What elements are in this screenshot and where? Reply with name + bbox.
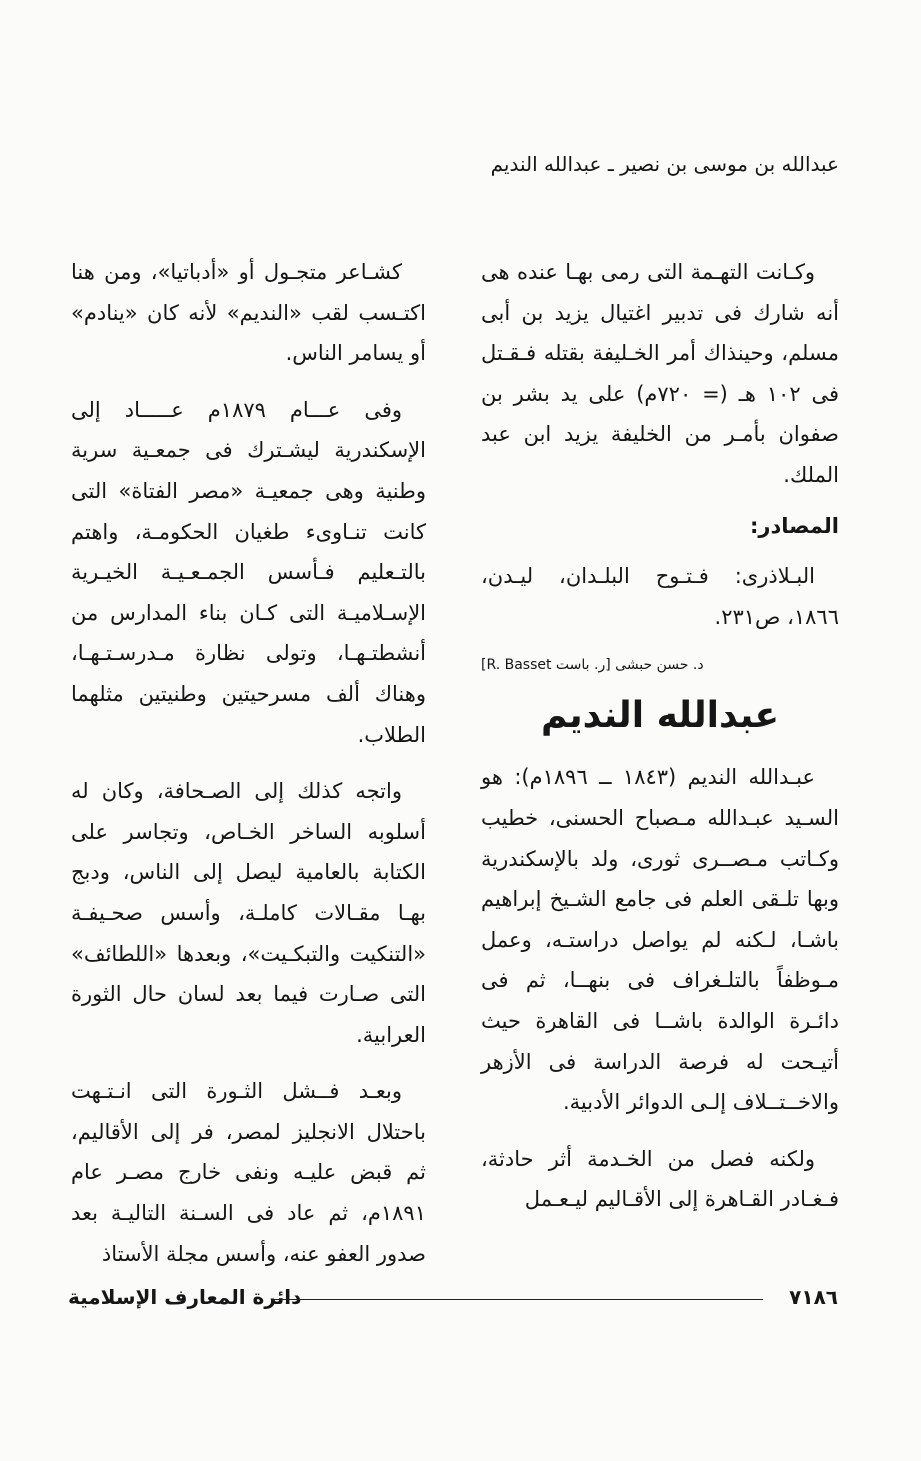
sources-item: البـلاذرى: فـتـوح البلـدان، ليـدن، ١٨٦٦، ص٢٣١. [481,564,839,629]
page-footer [68,1282,838,1312]
publication-title: دائرة المعارف الإسلامية [68,1285,302,1309]
left-column [71,252,426,1274]
running-header: عبدالله بن موسى بن نصير ـ عبدالله النديم [490,152,839,176]
left-paragraph-3: واتجه كذلك إلى الصـحافة، وكان له أسلوبه الساخر الخـاص، وتجاسر على الكتابة بالعامية ليصل إلى الناس، ودبج بهـا مقـالات كاملـة، وأسس صحـيفـة «التنكيت والتبكـيت»، وبعدها «اللطائف» التى صـارت فيما بعد لسان حال الثورة العرابية. [71,779,426,1047]
sources-heading: المصادر: [749,513,839,538]
page-number: ٧١٨٦ [789,1285,838,1309]
author-credit: د. حسن حبشى [ر. باست R. Basset] [481,657,704,674]
article-paragraph-2: ولكنه فصل من الخـدمة أثر حادثة، فـغـادر القـاهرة إلى الأقـاليم ليـعـمل [481,1146,839,1212]
intro-paragraph: وكـانت التهـمة التى رمى بهـا عنده هى أنه شارك فى تدبير اغتيال يزيد بن أبى مسلم، وحينذاك أمر الخـليفة بقتله فـقـتل فى ١٠٢ هـ (= ٧٢٠م) على يد بشر بن صفوان بأمـر من الخليفة يزيد ابن عبد الملك. [481,260,840,487]
left-paragraph-4: وبعـد فــشل الثـورة التى انـتـهت باحتلال الانجليز لمصر، فر إلى الأقاليم، ثم قبض عليـه ونفى خارج مصـر عام ١٨٩١م، ثم عاد فى السـنة التاليـة بعد صدور العفو عنه، وأسس مجلة الأستاذ [71,1079,426,1266]
footer-rule [273,1299,763,1300]
article-title: عبدالله النديم [540,695,780,737]
left-paragraph-2: وفى عـــام ١٨٧٩م عـــــاد إلى الإسكندرية ليشـترك فى جمعـية سرية وطنية وهى جمعيـة «مصر الفتاة» التى كانت تنـاوىء طغيان الحكومـة، واهتم بالتـعليم فـأسس الجمـعـيـة الخيـرية الإسـلاميـة التى كـان بناء المدارس من أنشطتـهـا، وتولى نظارة مـدرسـتـهـا، وهناك ألف مسرحيتين وطنيتين مثلهما الطلاب. [71,397,426,747]
article-paragraph-1: عبـدالله النديم (١٨٤٣ ــ ١٨٩٦م): هو السـيد عبـدالله مـصباح الحسنى، خطيب وكـاتب مـصــرى ثورى، ولد بالإسكندرية وبها تلـقى العلم فى جامع الشـيخ إبراهيم باشـا، لـكنه لم يواصل دراستـه، وعمل مـوظفاً بالتلـغراف فى بنهــا، ثم فى دائـرة الوالدة باشــا فى القاهرة حيث أتيـحت له فرصة الدراسة فى الأزهر والاخــتــلاف إلـى الدوائر الأدبية. [481,765,839,1115]
right-column [481,252,839,1220]
left-paragraph-1: كشـاعر متجـول أو «أدباتيا»، ومن هنا اكتـسب لقب «النديم» لأنه كان «ينادم» أو يسامر الناس. [71,260,426,366]
